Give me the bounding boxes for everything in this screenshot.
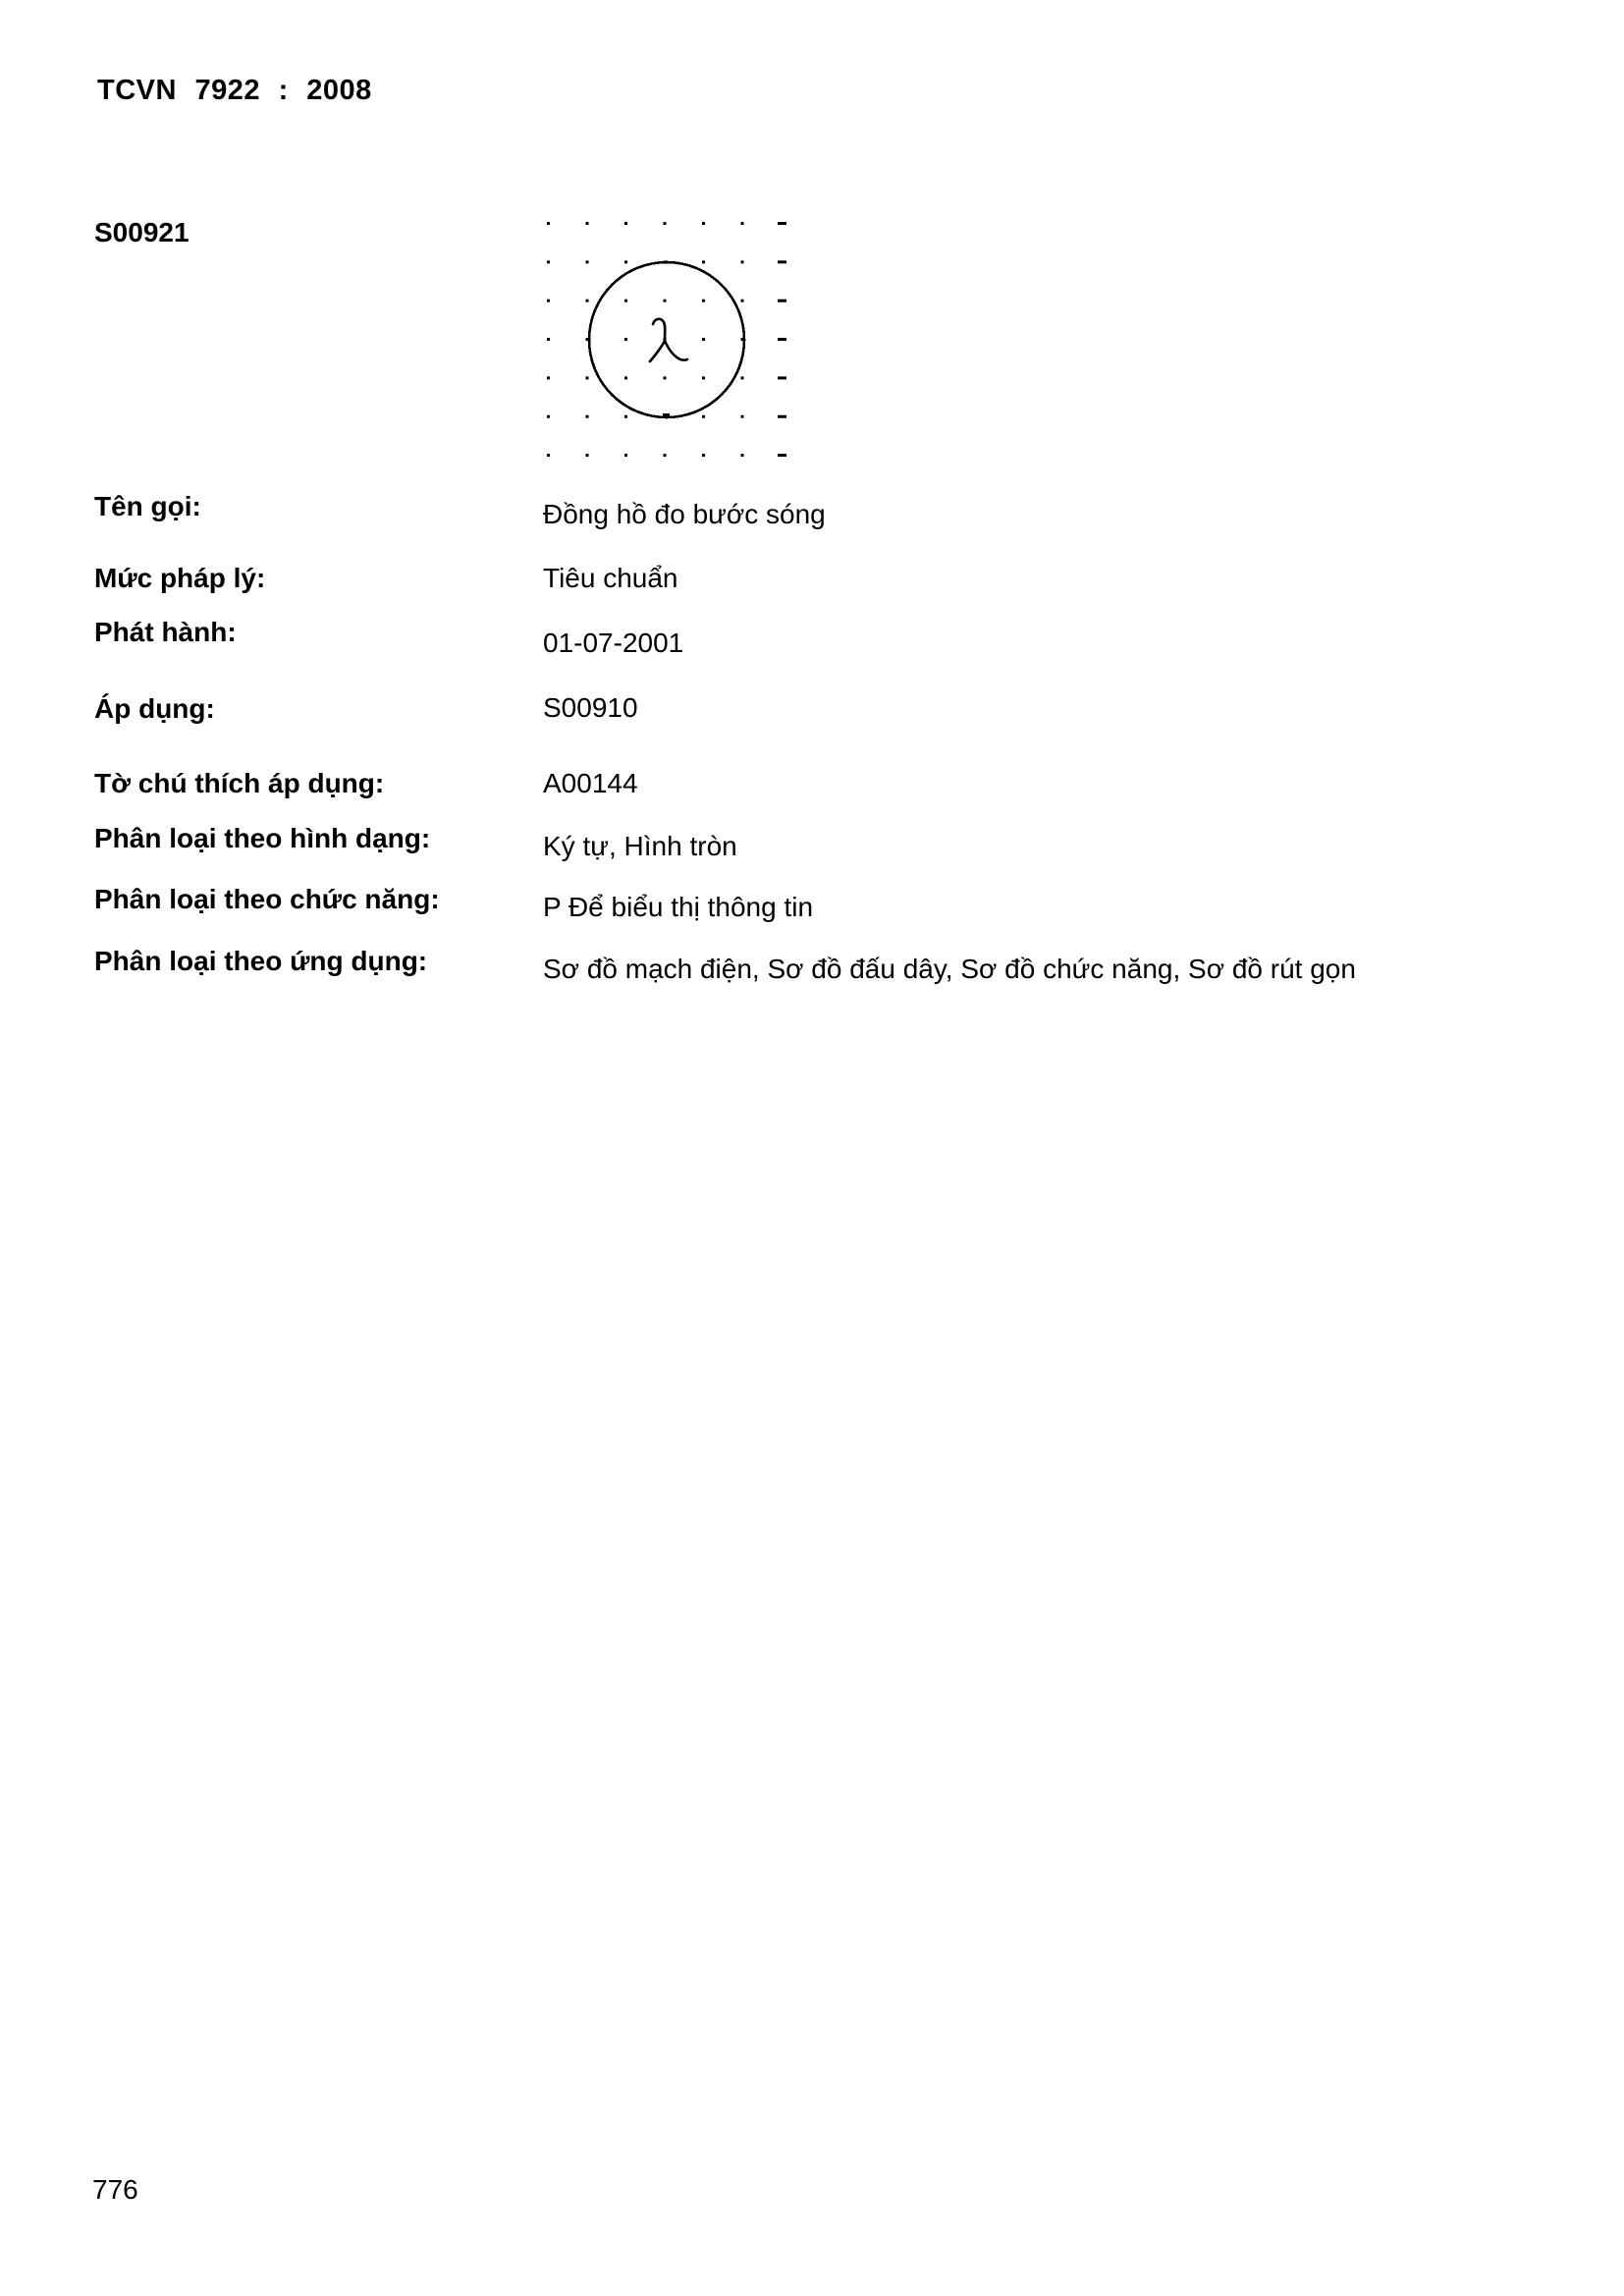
circle-bottom-tick	[663, 413, 670, 418]
field-label: Phát hành:	[94, 617, 237, 647]
field-row-phat-hanh	[94, 616, 1567, 660]
field-label: Phân loại theo hình dạng:	[94, 823, 431, 853]
field-row-ten-goi	[94, 490, 1567, 531]
field-value: P Để biểu thị thông tin	[543, 892, 814, 922]
field-value: 01-07-2001	[543, 628, 684, 658]
field-label: Phân loại theo chức năng:	[94, 884, 440, 914]
design-grid-dashes	[778, 222, 786, 457]
document-standard-title: TCVN 7922 : 2008	[97, 75, 372, 106]
field-row-muc-phap-ly	[94, 562, 1567, 595]
field-label: Tên gọi:	[94, 491, 201, 521]
field-label: Tờ chú thích áp dụng:	[94, 768, 385, 798]
wavemeter-symbol-icon	[540, 214, 795, 464]
symbol-id-label: S00921	[94, 217, 189, 247]
field-value: Tiêu chuẩn	[543, 563, 678, 593]
field-value: A00144	[543, 768, 638, 798]
field-label: Phân loại theo ứng dụng:	[94, 946, 428, 976]
field-label: Mức pháp lý:	[94, 563, 266, 593]
field-row-to-chu-thich	[94, 767, 1567, 800]
field-value: Đồng hồ đo bước sóng	[543, 499, 826, 529]
field-row-phan-loai-ung-dung	[94, 945, 1567, 986]
field-row-phan-loai-chuc-nang	[94, 883, 1567, 924]
design-grid-dots	[540, 214, 751, 460]
page-number: 776	[92, 2174, 138, 2205]
field-row-ap-dung	[94, 692, 1567, 726]
field-value: Ký tự, Hình tròn	[543, 831, 737, 861]
field-row-phan-loai-hinh-dang	[94, 822, 1567, 863]
field-value: S00910	[543, 692, 638, 723]
field-label: Áp dụng:	[94, 693, 215, 724]
field-value: Sơ đồ mạch điện, Sơ đồ đấu dây, Sơ đồ chức năng, Sơ đồ rút gọn	[543, 954, 1356, 984]
